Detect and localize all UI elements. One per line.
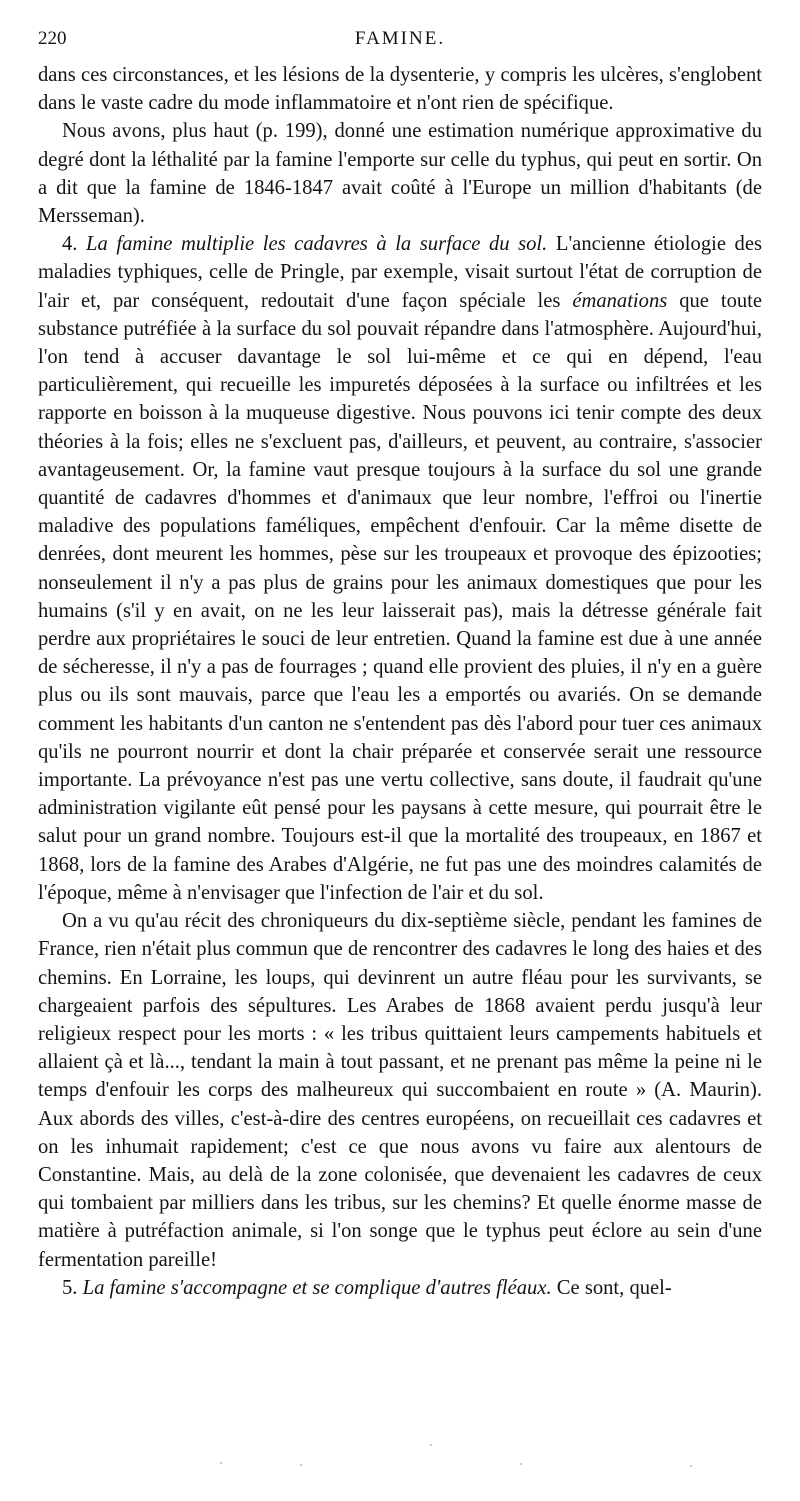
page-number: 220 (38, 28, 67, 49)
scan-speck (220, 1462, 222, 1464)
section-number: 5. (62, 1276, 78, 1299)
section-heading: La famine multiplie les cadavres à la surface du sol. (86, 233, 548, 256)
scan-speck (690, 1465, 692, 1467)
paragraph-lethality-estimate: Nous avons, plus haut (p. 199), donné une estimation numérique approximative du degré dont la léthalité par la famine l'emporte sur celle du typhus, qui peut en sortir. On a dit que la famine de 1846-1847 avait coûté à l'Europe un million d'habitants (de Mersseman). (38, 120, 762, 228)
paragraph-continued: dans ces circonstances, et les lésions de la dysenterie, y compris les ulcères, s'englobent dans le vaste cadre du mode inflammatoire et n'ont rien de spécifique. (38, 64, 762, 115)
scan-noise (0, 1440, 800, 1480)
paragraph-chroniclers: On a vu qu'au récit des chroniqueurs du dix-septième siècle, pendant les famines de France, rien n'était plus commun que de rencontrer des cadavres le long des haies et des chemins. En Lorraine, les loups, qui devinrent un autre fléau pour les survivants, se chargeaient parfois des sépultures. Les Arabes de 1868 avaient perdu jusqu'à leur religieux respect pour les morts : « les tribus quittaient leurs campements habituels et allaient çà et là..., tendant la main à tout passant, et ne prenant pas même la peine ni le temps d'enfouir les corps des malheureux qui succombaient en route » (A. Maurin). Aux abords des villes, c'est-à-dire des centres européens, on recueillait ces cadavres et on les inhumait rapidement; c'est ce que nous avons vu faire aux alentours de Constantine. Mais, au delà de la zone colonisée, que devenaient les cadavres de ceux qui tombaient par milliers dans les tribus, sur les chemins? Et quelle énorme masse de matière à putréfaction animale, si l'on songe que le typhus peut éclore au sein d'une fermentation pareille! (38, 910, 762, 1271)
scan-speck (300, 1464, 302, 1466)
paragraph-text: Ce sont, quel- (556, 1276, 672, 1299)
emphasized-term: émanations (572, 289, 668, 312)
scan-speck (520, 1463, 522, 1465)
page-body (38, 61, 762, 1302)
page-header (38, 28, 762, 58)
running-title: FAMINE. (354, 28, 446, 49)
section-heading: La famine s'accompagne et se complique d'autres fléaux. (82, 1276, 552, 1299)
paragraph-text: L'ancienne étiologie des maladies typhiques, celle de Pringle, par exemple, visait surtout l'état de corruption de l'air et, par conséquent, redoutait d'une façon spéciale les (38, 233, 762, 312)
section-number: 4. (62, 233, 78, 256)
scan-speck (430, 1444, 432, 1446)
section-5-paragraph (38, 1274, 762, 1302)
paragraph-text: que toute substance putréfiée à la surface du sol pouvait répandre dans l'atmosphère. Aujourd'hui, l'on tend à accuser davantage le sol lui-même et ce qui en dépend, l'eau particulièrement, qui recueille les impuretés déposées à la surface ou infiltrées et les rapporte en boisson à la muqueuse digestive. Nous pouvons ici tenir compte des deux théories à la fois; elles ne s'excluent pas, d'ailleurs, et peuvent, au contraire, s'associer avantageusement. Or, la famine vaut presque toujours à la surface du sol une grande quantité de cadavres d'hommes et d'animaux que leur nombre, l'effroi ou l'inertie maladive des populations faméliques, empêchent d'enfouir. Car la même disette de denrées, dont meurent les hommes, pèse sur les troupeaux et provoque des épizooties; nonseulement il n'y a pas plus de grains pour les animaux domestiques que pour les humains (s'il y en avait, on ne les leur laisserait pas), mais la détresse générale fait perdre aux propriétaires le souci de leur entretien. Quand la famine est due à une année de sécheresse, il n'y a pas de fourrages ; quand elle provient des pluies, il n'y en a guère plus ou ils sont mauvais, parce que l'eau les a emportés ou avariés. On se demande comment les habitants d'un canton ne s'entendent pas dès l'abord pour tuer ces animaux qu'ils ne pourront nourrir et dont la chair préparée et conservée serait une ressource importante. La prévoyance n'est pas une vertu collective, sans doute, il faudrait qu'une administration vigilante eût pensé pour les paysans à cette mesure, qui pourrait être le salut pour un grand nombre. Toujours est-il que la mortalité des troupeaux, en 1867 et 1868, lors de la famine des Arabes d'Algérie, ne fut pas une des moindres calamités de l'époque, même à n'envisager que l'infection de l'air et du sol. (38, 289, 763, 904)
section-4-paragraph (38, 230, 762, 907)
